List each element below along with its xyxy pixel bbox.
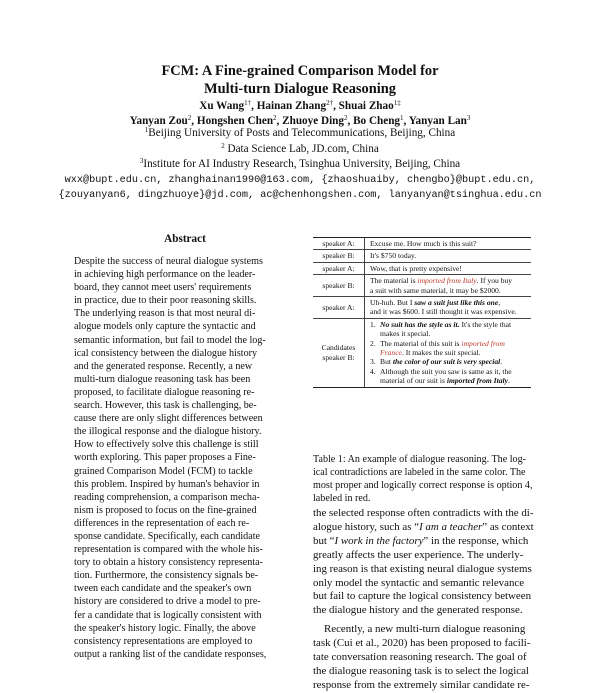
author-name	[339, 100, 401, 112]
abstract-line: proposed, to facilitate dialogue reasoning re-	[74, 386, 255, 398]
abstract-line: reading comprehension, a comparison mecha-	[74, 491, 260, 503]
abstract-line: search. However, this task is challenging, be-	[74, 400, 257, 412]
speaker-label: speaker A:	[313, 238, 365, 249]
text-run: No suit has the style as it.	[380, 319, 460, 329]
affiliation-1: $^1$Beijing University of Posts and Telecommunications, Beijing, China	[144, 126, 456, 139]
author-text: Yanyan Lan	[408, 115, 467, 127]
author-text: Zhuoye Ding	[282, 115, 344, 127]
utterance	[365, 275, 531, 296]
author-text: Yanyan Zou	[129, 115, 188, 127]
abstract-text	[74, 255, 298, 661]
text-run: I work in the factory	[334, 534, 424, 547]
text-run: alogue history, such as “	[313, 520, 420, 533]
utterance-line	[370, 307, 531, 316]
text-run: the selected response often contradicts with the di-	[313, 507, 534, 519]
abstract-line: this problem. Inspired by human's behavior in	[74, 478, 260, 490]
body-line	[313, 637, 543, 651]
text-run: the dialogue reasoning task is to select the logical	[313, 664, 529, 677]
speaker-label: speaker A:	[313, 263, 365, 274]
body-line	[313, 590, 543, 604]
text-run: France	[380, 348, 402, 358]
utterance-line	[370, 276, 531, 285]
candidate-line	[380, 357, 502, 366]
candidate-text	[380, 357, 502, 366]
body-line	[313, 665, 543, 679]
candidate-item	[370, 367, 531, 386]
body-line	[313, 623, 543, 637]
utterance-line	[370, 264, 531, 273]
candidate-item	[370, 339, 531, 358]
utterance-line	[370, 251, 531, 260]
abstract-line: consistency representations are employed to	[74, 635, 253, 647]
abstract-line: semantic information, but fail to model the log-	[74, 334, 266, 346]
abstract-line: history are considered to drive a model to pre-	[74, 596, 261, 608]
abstract-line: The underlying reason is that most neural di-	[74, 308, 256, 320]
abstract-line: representation is compared with the whole his-	[74, 544, 263, 556]
author-affiliation-mark: 2	[273, 114, 277, 122]
candidate-list	[365, 319, 531, 387]
author-list	[0, 99, 600, 129]
text-run: It's the style that	[459, 319, 512, 329]
title-line-1: FCM: A Fine-grained Comparison Model for	[161, 63, 439, 79]
caption-line: ical contradictions are labeled in the same color. The	[313, 467, 526, 479]
candidate-line	[380, 367, 512, 376]
text-run: ” in the response, which	[423, 534, 529, 547]
text-run: the dialogue history and the generated response.	[313, 604, 523, 617]
author-line-1: Xu Wang$^{1\dagger}$, Hainan Zhang$^{2\dagger}$, Shuai Zhao$^{1\ddagger}$	[199, 99, 401, 112]
paper-title	[0, 62, 600, 98]
text-run: only model the syntactic and semantic relevance	[313, 576, 525, 589]
text-run: Although the suit you saw is same as it, the	[380, 366, 512, 376]
body-line	[313, 577, 543, 591]
author-text: Xu Wang	[199, 100, 245, 112]
utterance	[365, 250, 531, 261]
intro-paragraph-2	[313, 623, 543, 693]
text-run: tate conversation reasoning research. The goal of	[313, 651, 527, 664]
abstract-line: the illogical response and the dialogue history.	[74, 426, 262, 438]
caption-line: labeled in red.	[313, 493, 371, 505]
speaker-label: speaker B:	[313, 275, 365, 296]
abstract-line: worth exploring. This paper proposes a Fine-	[74, 452, 256, 464]
abstract-line: in achieving high performance on the leader-	[74, 269, 256, 281]
author-text: Bo Cheng	[353, 115, 401, 127]
affiliations	[0, 126, 600, 204]
text-run: a suit with same material, it may be $2000.	[370, 285, 501, 295]
email-line-2: {zouyanyan6, dingzhuoye}@jd.com, ac@chenhongshen.com, lanyanyan@tsinghua.edu.cn	[58, 190, 542, 201]
candidate-item	[370, 320, 531, 339]
abstract-line: tion. Furthermore, the consistency signals be-	[74, 570, 259, 582]
abstract-line: Despite the success of neural dialogue systems	[74, 256, 263, 267]
utterance-line	[370, 286, 531, 295]
text-run: response from the extremely similar candidate re-	[313, 678, 530, 691]
text-run: Excuse me. How much is this suit?	[370, 239, 477, 248]
dialogue-example-table	[313, 237, 531, 388]
candidate-line	[380, 329, 511, 338]
abstract-line: tween each candidate and the speaker's own	[74, 583, 252, 595]
author-text: Hainan Zhang	[256, 100, 327, 112]
body-line	[313, 604, 543, 618]
text-run: imported from Italy	[417, 276, 477, 286]
abstract-line: ical consistency between the dialogue history	[74, 347, 258, 359]
utterance	[365, 263, 531, 274]
author-emails	[0, 173, 600, 204]
title-line-2: Multi-turn Dialogue Reasoning	[204, 81, 396, 97]
text-run: but “	[313, 534, 335, 547]
body-line	[313, 651, 543, 665]
utterance	[365, 297, 531, 318]
text-run: greatly affects the user experience. The underly-	[313, 548, 524, 561]
author-affiliation-mark: 2	[344, 114, 348, 122]
affiliation-3: $^3$Institute for AI Industry Research, Tsinghua University, Beijing, China	[139, 157, 461, 170]
text-run: ” as context	[482, 520, 534, 533]
speaker-label: speaker B:	[313, 250, 365, 261]
text-run: The material is	[370, 276, 418, 286]
author-affiliation-mark: 2†	[326, 99, 334, 107]
abstract-line: tory to obtain a history consistency representa-	[74, 557, 263, 569]
body-line	[313, 563, 543, 577]
body-line	[313, 549, 543, 563]
text-run: Uh-huh. But I	[370, 298, 415, 308]
dialogue-row	[313, 237, 531, 250]
abstract-line: alogue models only capture the syntactic and	[74, 321, 256, 333]
candidate-text	[380, 367, 512, 386]
utterance-line	[370, 298, 531, 307]
author-text: Hongshen Chen	[196, 115, 274, 127]
text-run: ,	[498, 298, 501, 308]
table-caption	[313, 453, 531, 505]
body-line	[313, 679, 543, 693]
intro-paragraph	[313, 507, 543, 618]
text-run: material of our suit is	[380, 376, 447, 386]
candidate-number: 2.	[370, 338, 376, 348]
caption-line: most proper and logically correct response is option 4,	[313, 480, 533, 492]
candidate-text	[380, 320, 511, 339]
text-run: makes it special.	[380, 329, 431, 339]
abstract-line: fer a candidate that is logically consistent with	[74, 609, 262, 621]
text-run: but fail to capture the logical consistency between	[313, 590, 532, 603]
abstract-line: sponse candidate. Specifically, each candidate	[74, 530, 260, 542]
author-line-2: Yanyan Zou$^2$, Hongshen Chen$^2$, Zhuoye Ding$^2$, Bo Cheng$^1$, Yanyan Lan$^3$	[129, 114, 471, 127]
author-text: Shuai Zhao	[338, 100, 394, 112]
abstract-line: grained Comparison Model (FCM) to tackle	[74, 465, 253, 477]
abstract-line: in practice, due to their poor reasoning skills.	[74, 295, 257, 307]
text-run: ing reason is that existing neural dialogue systems	[313, 562, 532, 575]
text-run: But	[380, 357, 393, 367]
body-line	[313, 521, 543, 535]
dialogue-row	[313, 250, 531, 262]
candidate-line	[380, 339, 505, 348]
text-run: and it was $600. I still thought it was expensive.	[370, 307, 517, 317]
text-run: .	[500, 357, 503, 367]
candidates-speaker: speaker B:	[322, 352, 355, 362]
candidate-line	[380, 348, 505, 357]
text-run: imported from Italy	[446, 376, 509, 386]
abstract-line: board, they cannot meet users' requirements	[74, 282, 252, 294]
body-line	[313, 535, 543, 549]
abstract-line: differences in the representation of each re-	[74, 517, 250, 529]
dialogue-row	[313, 275, 531, 297]
utterance	[365, 238, 531, 249]
affiliation-2: $^2$ Data Science Lab, JD.com, China	[221, 141, 379, 155]
author-affiliation-mark: 1†	[244, 99, 252, 107]
body-line	[313, 507, 543, 521]
author-affiliation-mark: 3	[466, 114, 471, 122]
abstract-heading: Abstract	[164, 233, 206, 245]
email-line-1: wxx@bupt.edu.cn, zhanghainan1990@163.com, {zhaoshuaiby, chengbo}@bupt.edu.cn,	[64, 174, 536, 186]
abstract-line: the speaker's history logic. Finally, the above	[74, 622, 256, 634]
abstract-line: output a ranking list of the candidate responses,	[74, 648, 267, 660]
text-run: . It makes the suit special.	[401, 348, 481, 358]
utterance-line	[370, 239, 531, 248]
dialogue-row	[313, 263, 531, 275]
abstract-line: and the generated response. Recently, a new	[74, 360, 253, 372]
candidate-number: 4.	[370, 366, 376, 376]
text-run: I am a teacher	[419, 520, 483, 533]
abstract-line: multi-turn dialogue reasoning task has been	[74, 373, 251, 385]
abstract-line: cause there are only slight differences between	[74, 413, 263, 425]
speaker-label: speaker A:	[313, 297, 365, 318]
text-run: .	[508, 376, 510, 386]
candidate-item	[370, 357, 531, 366]
text-run: imported from	[461, 338, 505, 348]
author-name	[257, 100, 333, 112]
author-affiliation-mark: 1	[400, 114, 404, 122]
candidates-title: Candidates	[321, 343, 356, 353]
candidates-row	[313, 319, 531, 388]
text-run: Recently, a new multi-turn dialogue reasoning	[324, 623, 526, 636]
author-affiliation-mark: 2	[187, 114, 192, 122]
caption-line: Table 1: An example of dialogue reasoning. The log-	[313, 454, 526, 465]
candidates-label	[313, 319, 365, 387]
candidate-line	[380, 320, 511, 329]
author-affiliation-mark: 1‡	[393, 99, 401, 107]
text-run: saw a suit just like this one	[414, 298, 499, 308]
candidate-text	[380, 339, 505, 358]
abstract-line: nism is proposed to focus on the fine-grained	[74, 504, 257, 516]
candidate-number: 3.	[370, 357, 376, 367]
candidate-line	[380, 376, 512, 385]
text-run: the color of our suit is very special	[392, 357, 501, 367]
text-run: Wow, that is pretty expensive!	[370, 263, 462, 273]
text-run: task (Cui et al., 2020) has been proposed to facili-	[313, 637, 531, 650]
author-name	[199, 100, 251, 112]
dialogue-row	[313, 297, 531, 319]
abstract-line: How to effectively solve this challenge is still	[74, 439, 259, 451]
candidate-number: 1.	[370, 319, 376, 329]
text-run: . If you buy	[476, 276, 513, 286]
text-run: The material of this suit is	[380, 338, 462, 348]
text-run: It's $750 today.	[370, 251, 417, 261]
